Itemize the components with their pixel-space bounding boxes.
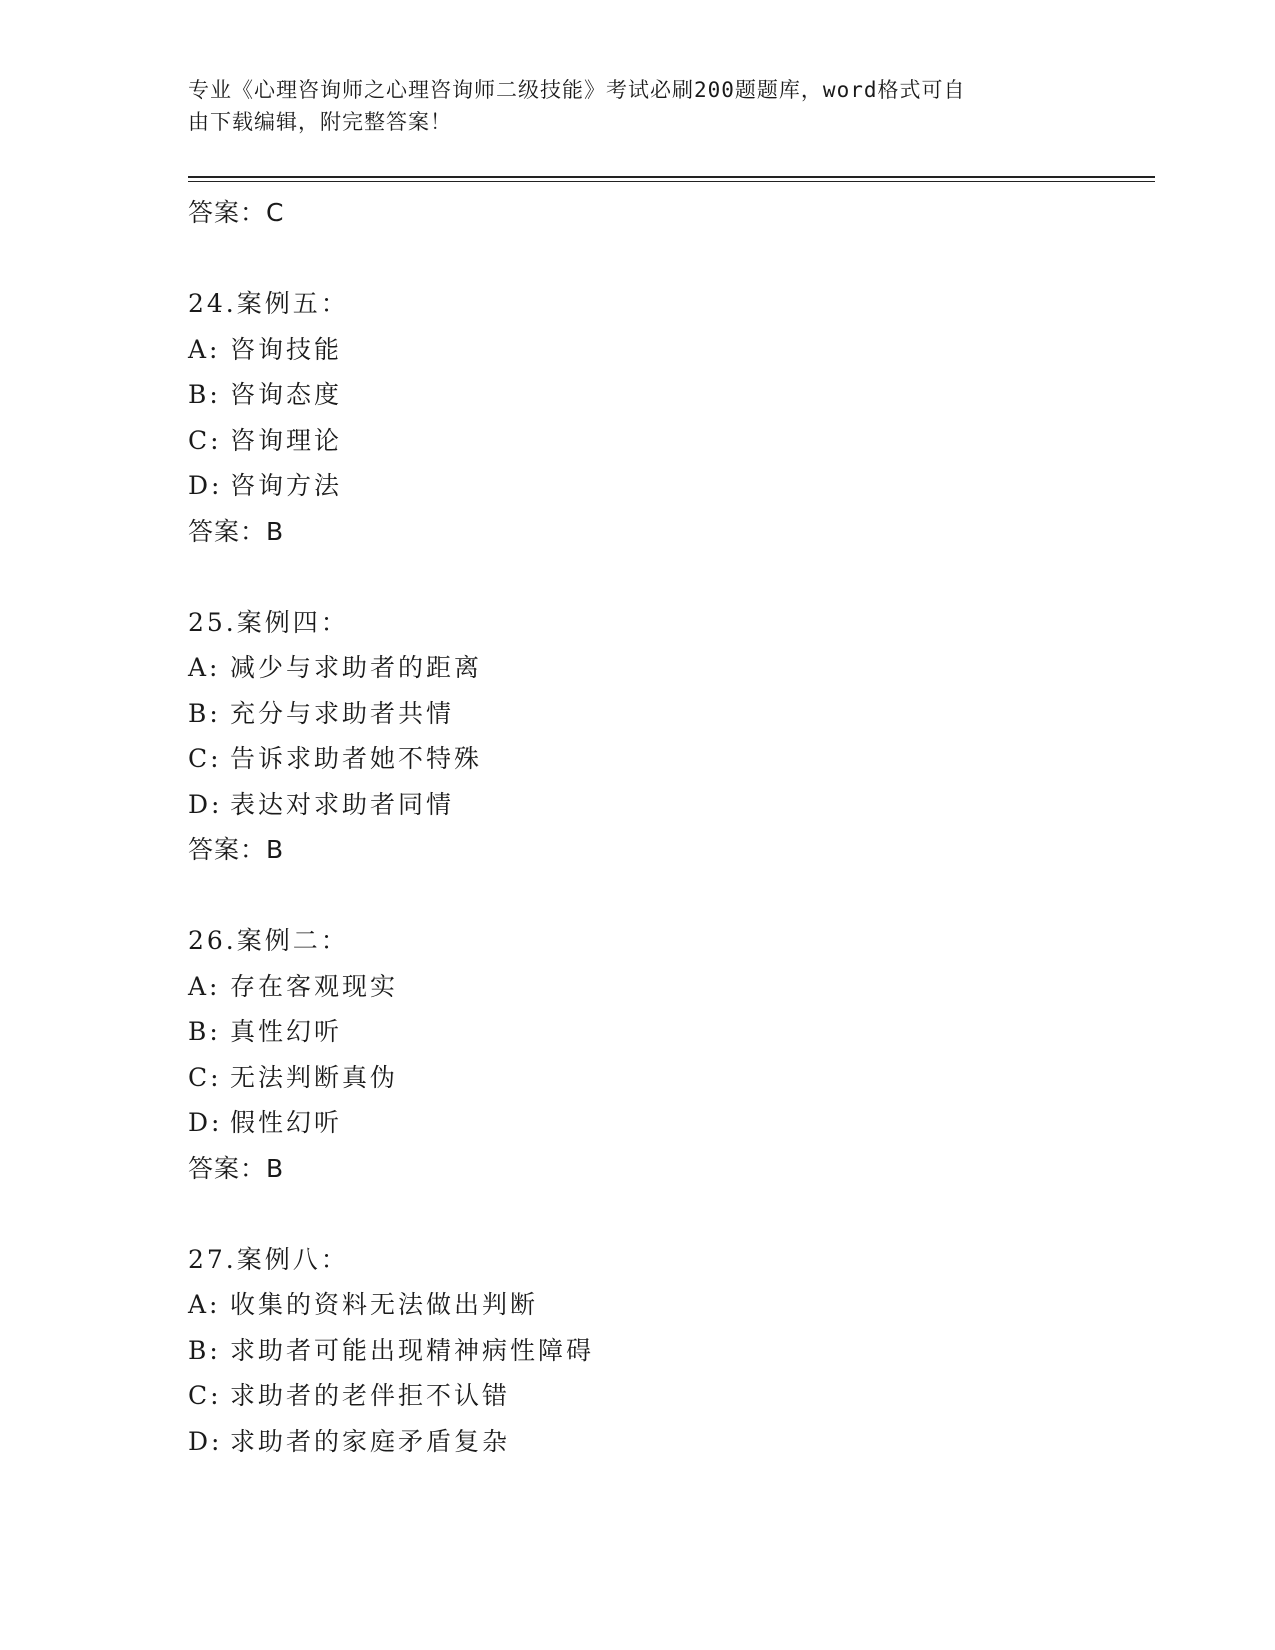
option-d — [188, 1100, 1148, 1146]
option-letter: B: — [188, 1335, 221, 1365]
option-d — [188, 463, 1148, 509]
option-letter: D: — [188, 471, 223, 500]
option-letter: D: — [188, 1108, 223, 1137]
question-title: 26.案例二： — [188, 926, 349, 955]
option-text: 咨询技能 — [230, 334, 343, 364]
option-c — [188, 736, 1148, 782]
option-a — [188, 327, 1148, 373]
option-text: 咨询方法 — [230, 471, 343, 500]
header-line-2: 由下载编辑，附完整答案！ — [188, 110, 452, 134]
option-b — [188, 691, 1148, 737]
option-letter: A: — [188, 971, 221, 1001]
option-letter: D: — [188, 1426, 223, 1456]
option-text: 收集的资料无法做出判断 — [230, 1290, 539, 1319]
option-b — [188, 1328, 1148, 1374]
option-c — [188, 1055, 1148, 1101]
option-text: 求助者可能出现精神病性障碍 — [230, 1335, 595, 1365]
option-letter: B: — [188, 698, 221, 728]
option-a — [188, 964, 1148, 1010]
answer-line: 答案：B — [188, 835, 285, 864]
option-text: 充分与求助者共情 — [230, 698, 455, 728]
question-block — [188, 918, 1148, 1192]
header-line-1: 专业《心理咨询师之心理咨询师二级技能》考试必刷200题题库，word格式可自 — [188, 78, 966, 102]
option-letter: C: — [188, 425, 222, 455]
option-d — [188, 1419, 1148, 1465]
option-letter: A: — [188, 334, 221, 364]
answer-line: 答案：C — [188, 198, 285, 227]
option-text: 求助者的老伴拒不认错 — [230, 1381, 511, 1410]
option-letter: B: — [188, 1017, 221, 1046]
option-text: 表达对求助者同情 — [230, 789, 455, 819]
question-block — [188, 600, 1148, 874]
option-a — [188, 645, 1148, 691]
question-title: 24.案例五： — [188, 289, 349, 318]
question-list — [188, 190, 1148, 1464]
option-c — [188, 1373, 1148, 1419]
header-divider-thin — [188, 181, 1155, 182]
document-header — [188, 74, 1068, 138]
header-divider — [188, 176, 1155, 178]
option-letter: C: — [188, 1062, 222, 1092]
option-b — [188, 1009, 1148, 1055]
option-text: 存在客观现实 — [230, 971, 399, 1001]
option-text: 咨询态度 — [230, 380, 343, 409]
option-text: 求助者的家庭矛盾复杂 — [230, 1426, 511, 1456]
option-text: 告诉求助者她不特殊 — [230, 744, 483, 773]
question-block — [188, 281, 1148, 555]
question-block — [188, 1237, 1148, 1465]
option-text: 真性幻听 — [230, 1017, 343, 1046]
option-c — [188, 418, 1148, 464]
option-letter: C: — [188, 744, 222, 773]
question-title: 25.案例四： — [188, 607, 349, 637]
answer-line: 答案：B — [188, 516, 285, 546]
option-text: 咨询理论 — [230, 425, 343, 455]
option-letter: D: — [188, 789, 223, 819]
option-letter: A: — [188, 653, 221, 682]
option-letter: A: — [188, 1290, 221, 1319]
option-text: 无法判断真伪 — [230, 1062, 399, 1092]
option-a — [188, 1282, 1148, 1328]
question-title: 27.案例八： — [188, 1244, 349, 1274]
option-b — [188, 372, 1148, 418]
option-text: 减少与求助者的距离 — [230, 653, 483, 682]
option-letter: C: — [188, 1381, 222, 1410]
option-letter: B: — [188, 380, 221, 409]
answer-line: 答案：B — [188, 1153, 285, 1183]
option-d — [188, 782, 1148, 828]
option-text: 假性幻听 — [230, 1108, 343, 1137]
